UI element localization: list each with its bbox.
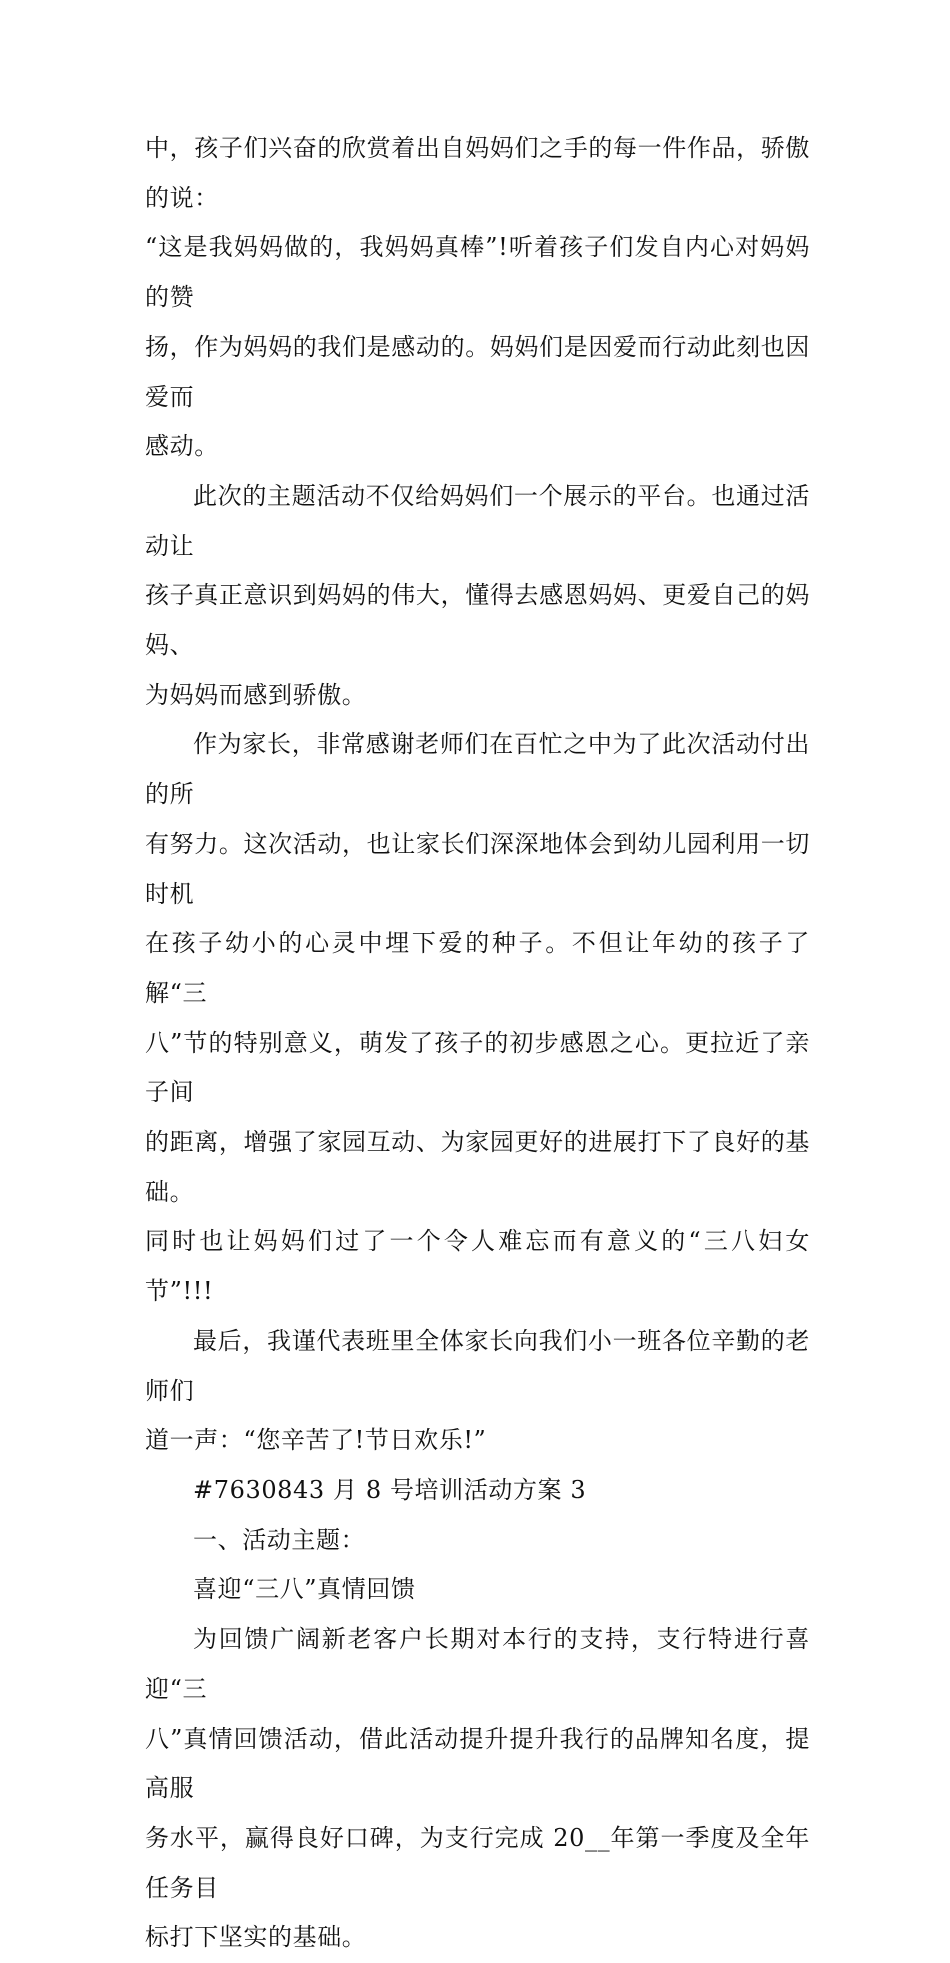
paragraph-1: 中，孩子们兴奋的欣赏着出自妈妈们之手的每一件作品，骄傲的说： “这是我妈妈做的，我妈妈真棒”!听着孩子们发自内心对妈妈的赞 扬，作为妈妈的我们是感动的。妈妈们是因爱而行动此刻也因爱而 感动。 bbox=[145, 134, 810, 461]
section-heading-plan: #7630843 月 8 号培训活动方案 3 bbox=[193, 1475, 587, 1504]
section-heading-theme: 一、活动主题： bbox=[193, 1525, 366, 1554]
document-body bbox=[145, 124, 810, 1963]
paragraph-3: 作为家长，非常感谢老师们在百忙之中为了此次活动付出的所 有努力。这次活动，也让家长们深深地体会到幼儿园利用一切时机 在孩子幼小的心灵中埋下爱的种子。不但让年幼的孩子了解“三 八”节的特别意义，萌发了孩子的初步感恩之心。更拉近了亲子间 的距离，增强了家园互动、为家园更好的进展打下了良好的基础。 同时也让妈妈们过了一个令人难忘而有意义的“三八妇女节”!!! bbox=[145, 730, 810, 1306]
paragraph-4: 最后，我谨代表班里全体家长向我们小一班各位辛勤的老师们 道一声：“您辛苦了!节日欢乐!” bbox=[145, 1326, 810, 1455]
theme-title: 喜迎“三八”真情回馈 bbox=[193, 1575, 416, 1604]
paragraph-purpose: 为回馈广阔新老客户长期对本行的支持，支行特进行喜迎“三 八”真情回馈活动，借此活动提升提升我行的品牌知名度，提高服 务水平，赢得良好口碑，为支行完成 20__年第一季度及全年任务目 标打下坚实的基础。 bbox=[145, 1625, 810, 1952]
paragraph-2: 此次的主题活动不仅给妈妈们一个展示的平台。也通过活动让 孩子真正意识到妈妈的伟大，懂得去感恩妈妈、更爱自己的妈妈、 为妈妈而感到骄傲。 bbox=[145, 481, 810, 709]
